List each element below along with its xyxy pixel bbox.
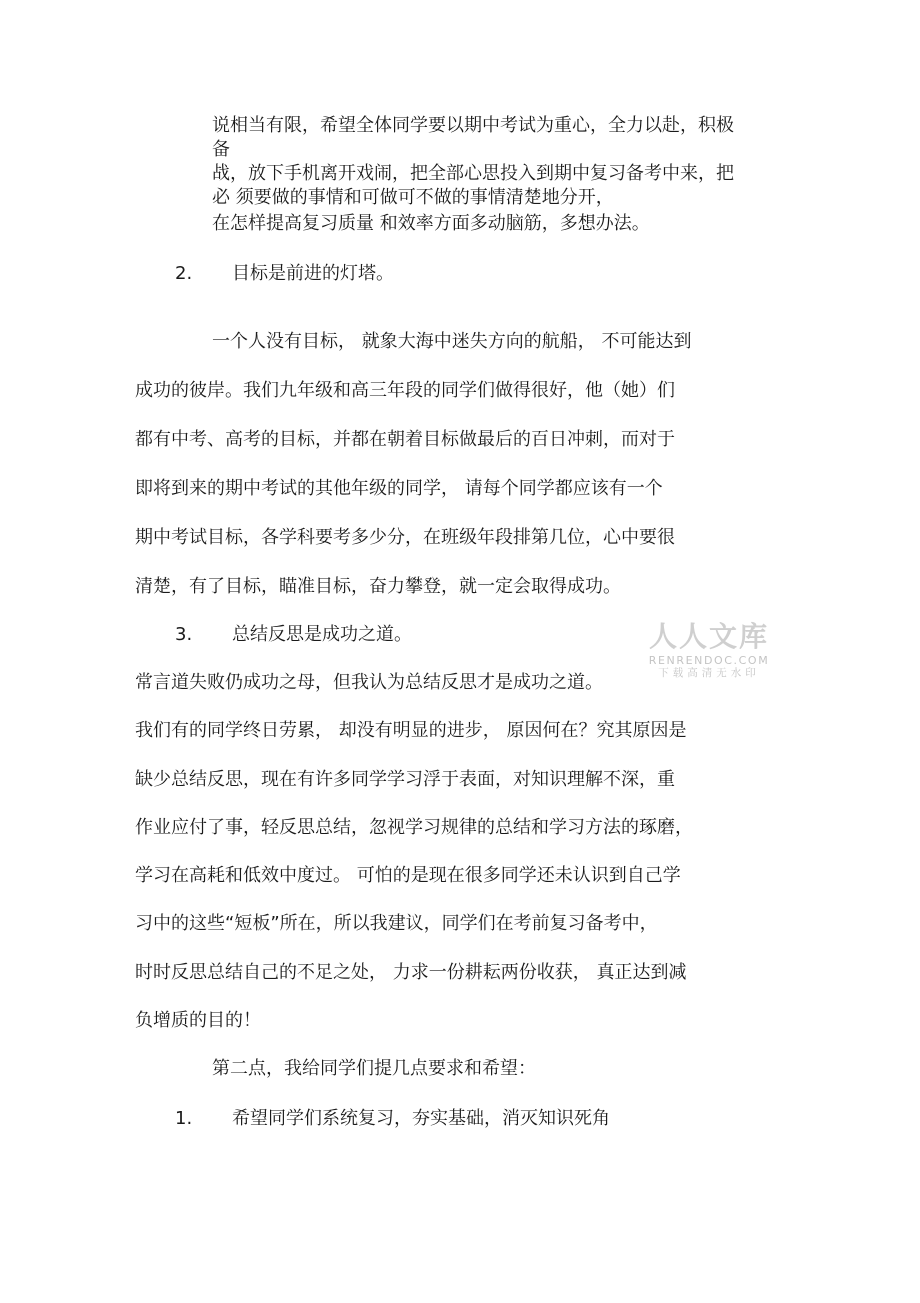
list-title: 目标是前进的灯塔。 xyxy=(232,263,394,284)
watermark-logo xyxy=(646,620,772,680)
list-title: 总结反思是成功之道。 xyxy=(232,624,412,645)
text-line: 成功的彼岸。我们九年级和高三年段的同学们做得很好，他（她）们 xyxy=(135,380,675,401)
text-line: 清楚，有了目标，瞄准目标，奋力攀登，就一定会取得成功。 xyxy=(135,576,621,597)
list-number: 3. xyxy=(175,624,193,645)
watermark-site: RENRENDOC.COM xyxy=(648,654,770,667)
text-line: 期中考试目标，各学科要考多少分，在班级年段排第几位，心中要很 xyxy=(135,527,675,548)
text-line: 时时反思总结自己的不足之处， 力求一份耕耘两份收获， 真正达到减 xyxy=(135,962,687,983)
text-line: 战，放下手机离开戏闹，把全部心思投入到期中复习备考中来，把 xyxy=(212,163,734,184)
section-intro: 第二点，我给同学们提几点要求和希望： xyxy=(212,1058,536,1079)
text-line: 缺少总结反思，现在有许多同学学习浮于表面，对知识理解不深，重 xyxy=(135,769,675,790)
text-line: 说相当有限，希望全体同学要以期中考试为重心，全力以赴，积极 xyxy=(212,115,734,136)
text-line: 一个人没有目标， 就象大海中迷失方向的航船， 不可能达到 xyxy=(212,331,692,352)
list-number: 1. xyxy=(175,1108,193,1129)
text-line: 即将到来的期中考试的其他年级的同学， 请每个同学都应该有一个 xyxy=(135,478,663,499)
text-line: 负增质的目的！ xyxy=(135,1010,261,1031)
text-line: 我们有的同学终日劳累， 却没有明显的进步， 原因何在？究其原因是 xyxy=(135,720,687,741)
text-line: 备 xyxy=(212,139,230,160)
text-line: 常言道失败仍成功之母，但我认为总结反思才是成功之道。 xyxy=(135,672,603,693)
text-line: 都有中考、高考的目标，并都在朝着目标做最后的百日冲刺，而对于 xyxy=(135,429,675,450)
watermark-title: 人人文库 xyxy=(648,620,769,653)
text-line: 学习在高耗和低效中度过。 可怕的是现在很多同学还未认识到自己学 xyxy=(135,865,681,886)
list-title: 希望同学们系统复习，夯实基础，消灭知识死角 xyxy=(232,1108,610,1129)
text-line: 必 须要做的事情和可做可不做的事情清楚地分开， xyxy=(212,187,614,208)
watermark-caption: 下载高清无水印 xyxy=(658,667,760,679)
text-line: 在怎样提高复习质量 和效率方面多动脑筋，多想办法。 xyxy=(212,213,650,234)
list-number: 2. xyxy=(175,263,193,284)
text-line: 作业应付了事，轻反思总结，忽视学习规律的总结和学习方法的琢磨， xyxy=(135,817,693,838)
text-line: 习中的这些“短板”所在，所以我建议，同学们在考前复习备考中， xyxy=(135,913,658,934)
